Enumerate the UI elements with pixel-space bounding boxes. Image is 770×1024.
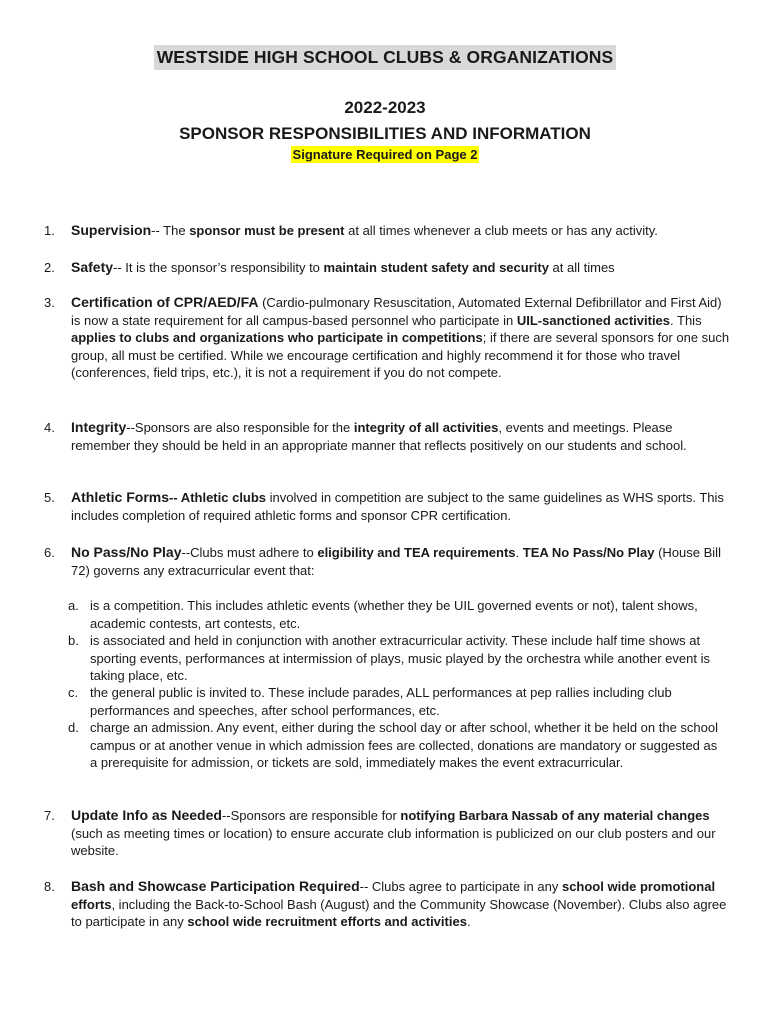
item-emphasis: school wide promotional efforts bbox=[71, 879, 716, 912]
sub-item-text: is associated and held in conjunction with another extracurricular activity. These include half time shows at sporting events, performances at intermission of plays, music played by the orchestra while another event is taking place, etc. bbox=[90, 633, 710, 683]
item-text: involved in competition are subject to the same guidelines as WHS sports. This includes completion of required athletic forms and sponsor CPR certification. bbox=[71, 490, 724, 523]
item-title: Safety bbox=[71, 259, 114, 275]
item-text: -- The bbox=[151, 223, 190, 238]
page-title: WESTSIDE HIGH SCHOOL CLUBS & ORGANIZATIONS bbox=[154, 45, 617, 70]
sub-item-letter: d. bbox=[68, 720, 79, 735]
sub-list-item bbox=[68, 719, 728, 772]
sub-list-item bbox=[68, 684, 728, 719]
item-emphasis: UIL-sanctioned activities bbox=[516, 312, 671, 328]
list-item-supervision bbox=[44, 222, 734, 240]
item-number: 5. bbox=[44, 490, 55, 505]
item-text: at all times bbox=[548, 260, 615, 275]
item-emphasis: school wide recruitment efforts and activities bbox=[187, 914, 467, 929]
signature-note-block bbox=[0, 146, 770, 164]
list-item-bash-showcase bbox=[44, 878, 734, 931]
item-text: -- Clubs agree to participate in any bbox=[359, 879, 562, 894]
item-text: -- It is the sponsor’s responsibility to bbox=[113, 260, 324, 275]
item-text: , including the Back-to-School Bash (August) and the Community Showcase (November). Clubs also agree to participate in any bbox=[71, 896, 727, 929]
item-number: 4. bbox=[44, 420, 55, 435]
item-text: , events and meetings. Please remember they should be held in an appropriate manner that reflects positively on our students and school. bbox=[71, 420, 687, 453]
list-item-athletic-forms bbox=[44, 489, 734, 524]
item-emphasis: eligibility and TEA requirements bbox=[317, 545, 516, 560]
page-subtitle: SPONSOR RESPONSIBILITIES AND INFORMATION bbox=[179, 124, 591, 143]
item-title: No Pass/No Play bbox=[71, 544, 182, 560]
item-text: --Clubs must adhere to bbox=[181, 545, 318, 560]
item-text: ; if there are several sponsors for one such group, all must be certified. While we encourage certification and highly recommend it for those who travel (conferences, field trips, etc.), it is not a requirement if you do not compete. bbox=[71, 330, 730, 380]
item-title: Athletic Forms bbox=[71, 489, 170, 505]
item-number: 8. bbox=[44, 879, 55, 894]
sub-item-text: is a competition. This includes athletic events (whether they be UIL governed events or not), talent shows, academic contests, art contests, etc. bbox=[90, 598, 698, 631]
sub-list-item bbox=[68, 632, 728, 685]
item-title: Update Info as Needed bbox=[71, 807, 222, 823]
school-year: 2022-2023 bbox=[344, 98, 426, 117]
list-item-integrity bbox=[44, 419, 734, 454]
item-emphasis: notifying Barbara Nassab of any material changes bbox=[400, 808, 710, 823]
item-text: . This bbox=[670, 312, 702, 328]
item-emphasis: sponsor must be present bbox=[189, 223, 345, 238]
item-number: 1. bbox=[44, 223, 55, 238]
sub-item-text: charge an admission. Any event, either during the school day or after school, whether it be held on the school campus or at another venue in which admission fees are collected, donations are mandatory or suggested as a prerequisite for admission, or tickets are sold, immediately makes the event extracurricular. bbox=[90, 720, 718, 770]
item-text: (Cardio-pulmonary Resuscitation, Automated External Defibrillator and First Aid) is now a state requirement for all campus-based personnel who participate in bbox=[71, 295, 722, 328]
item-emphasis: TEA No Pass/No Play bbox=[522, 545, 655, 560]
item-number: 2. bbox=[44, 260, 55, 275]
sub-list-item bbox=[68, 597, 728, 632]
item-title: Certification of CPR/AED/FA bbox=[71, 294, 259, 310]
list-item-no-pass-no-play bbox=[44, 544, 734, 579]
list-item-certification bbox=[44, 294, 734, 382]
title-block bbox=[0, 45, 770, 70]
item-emphasis: integrity of all activities bbox=[353, 420, 499, 435]
sub-item-letter: c. bbox=[68, 685, 79, 700]
item-text: --Sponsors are responsible for bbox=[221, 808, 401, 823]
item-text: at all times whenever a club meets or has any activity. bbox=[344, 223, 658, 238]
item-title: Bash and Showcase Participation Required bbox=[71, 878, 360, 894]
item-text: (such as meeting times or location) to ensure accurate club information is publicized on our club posters and our website. bbox=[71, 825, 716, 858]
item-emphasis: applies to clubs and organizations who participate in competitions bbox=[71, 330, 483, 345]
signature-note: Signature Required on Page 2 bbox=[292, 147, 478, 162]
item-title: Supervision bbox=[71, 222, 152, 238]
item-number: 7. bbox=[44, 808, 55, 823]
list-item-update-info bbox=[44, 807, 734, 860]
item-title: Integrity bbox=[71, 419, 127, 435]
item-text: --Sponsors are also responsible for the bbox=[126, 420, 354, 435]
item-text: (House Bill 72) governs any extracurricular event that: bbox=[71, 545, 721, 578]
item-emphasis: maintain student safety and security bbox=[323, 260, 549, 275]
item-number: 6. bbox=[44, 545, 55, 560]
list-item-safety bbox=[44, 259, 734, 277]
sub-item-letter: a. bbox=[68, 598, 79, 613]
sub-item-letter: b. bbox=[68, 633, 79, 648]
item-text: . bbox=[466, 914, 471, 929]
item-number: 3. bbox=[44, 295, 55, 310]
item-text: . bbox=[515, 545, 523, 560]
sub-item-text: the general public is invited to. These include parades, ALL performances at pep rallies including club performances and speeches, after school performances, etc. bbox=[90, 685, 672, 718]
item-emphasis: -- Athletic clubs bbox=[169, 490, 267, 505]
